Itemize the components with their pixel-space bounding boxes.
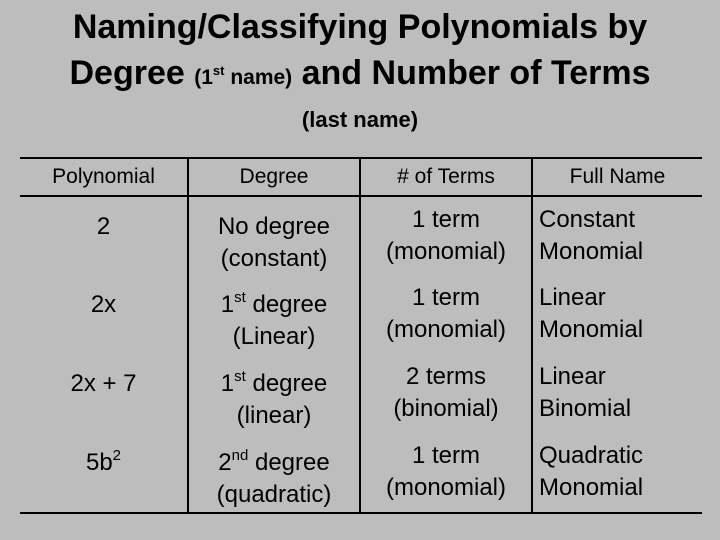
polynomial-text: 2	[96, 213, 111, 240]
terms-line-1: 1 term	[411, 284, 480, 311]
header-polynomial: Polynomial	[20, 158, 188, 196]
name-line-2: Binomial	[539, 395, 632, 422]
degree-ordinal: nd	[231, 447, 249, 464]
header-full-name: Full Name	[532, 158, 702, 196]
terms-line-1: 2 terms	[405, 363, 486, 390]
degree-number: 1	[220, 370, 235, 397]
terms-line-2: (monomial)	[385, 474, 507, 501]
polynomial-table	[20, 157, 702, 514]
name-line-1: Linear	[539, 284, 606, 311]
degree-number: No degree	[217, 213, 331, 240]
degree-cell	[188, 433, 360, 513]
degree-line-2: (linear)	[236, 402, 312, 429]
degree-number: 2	[218, 449, 232, 476]
full-name-cell	[532, 433, 702, 513]
polynomial-text: 2x	[90, 291, 117, 318]
polynomial-cell	[20, 196, 188, 275]
table-row	[20, 354, 702, 433]
first-name-open: (1	[194, 66, 213, 89]
terms-cell	[360, 433, 532, 513]
degree-line-2: (constant)	[220, 245, 328, 272]
degree-cell	[188, 275, 360, 354]
title-line-2	[0, 50, 720, 99]
degree-word: degree	[248, 449, 330, 476]
terms-line-2: (binomial)	[393, 395, 499, 422]
title-first-name-note	[194, 63, 293, 89]
title-degree-word: Degree	[69, 54, 185, 92]
degree-word: degree	[245, 291, 328, 318]
degree-line-1	[189, 440, 359, 479]
degree-line-2: (quadratic)	[216, 481, 332, 508]
full-name-cell	[532, 354, 702, 433]
name-line-2: Monomial	[539, 238, 644, 265]
full-name-cell	[532, 275, 702, 354]
name-line-1: Linear	[539, 363, 606, 390]
table-row	[20, 275, 702, 354]
degree-line-1	[189, 204, 359, 243]
terms-line-2: (monomial)	[385, 238, 507, 265]
polynomial-text: 2x + 7	[70, 370, 137, 397]
polynomial-cell	[20, 433, 188, 513]
title-line-3: (last name)	[301, 107, 419, 132]
terms-cell	[360, 196, 532, 275]
terms-line-2: (monomial)	[385, 316, 507, 343]
terms-cell	[360, 354, 532, 433]
first-name-sup: st	[212, 63, 225, 78]
name-line-1: Quadratic	[539, 442, 644, 469]
title-line-1: Naming/Classifying Polynomials by	[72, 8, 648, 46]
name-line-2: Monomial	[539, 316, 644, 343]
name-line-2: Monomial	[539, 474, 644, 501]
table-row	[20, 196, 702, 275]
degree-ordinal: st	[234, 368, 246, 385]
degree-line-1	[189, 282, 359, 321]
polynomial-cell	[20, 275, 188, 354]
slide-title	[0, 6, 720, 135]
terms-line-1: 1 term	[411, 206, 480, 233]
name-line-1: Constant	[539, 206, 636, 233]
degree-cell	[188, 196, 360, 275]
title-terms-phrase: and Number of Terms	[301, 54, 651, 92]
degree-cell	[188, 354, 360, 433]
degree-line-2: (Linear)	[232, 323, 316, 350]
terms-cell	[360, 275, 532, 354]
full-name-cell	[532, 196, 702, 275]
degree-line-1	[189, 361, 359, 400]
table-header-row	[20, 158, 702, 196]
terms-line-1: 1 term	[411, 442, 480, 469]
header-degree: Degree	[188, 158, 360, 196]
degree-ordinal: st	[234, 289, 246, 306]
polynomial-exponent: 2	[112, 447, 122, 464]
polynomial-cell	[20, 354, 188, 433]
first-name-close: name)	[224, 66, 293, 89]
table-row	[20, 433, 702, 513]
degree-word: degree	[245, 370, 328, 397]
degree-number: 1	[220, 291, 235, 318]
polynomial-text: 5b	[85, 449, 113, 476]
header-terms: # of Terms	[360, 158, 532, 196]
